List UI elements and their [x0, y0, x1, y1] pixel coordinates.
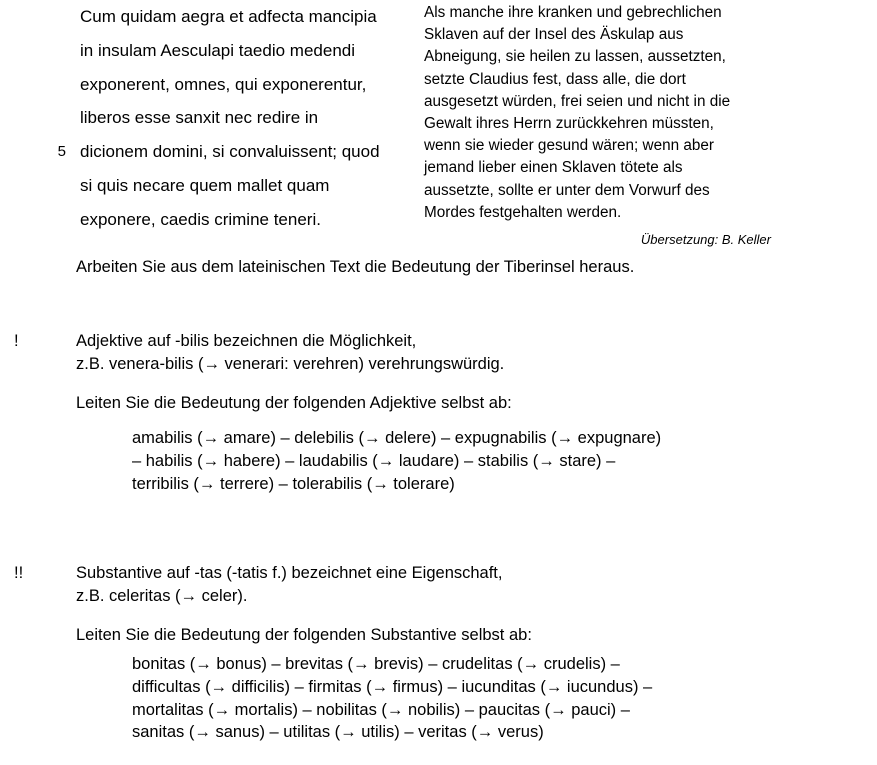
latin-line-text: exponere, caedis crimine teneri. [80, 209, 321, 229]
word-list-line: amabilis (→ amare) – delebilis (→ delere) – expugnabilis (→ expugnare) [132, 429, 662, 447]
latin-line-text: liberos esse sanxit nec redire in [80, 108, 319, 128]
word-list-line: – habilis (→ habere) – laudabilis (→ laudare) – stabilis (→ stare) – [132, 451, 616, 470]
german-line: jemand lieber einen Sklaven tötete als [424, 159, 683, 177]
german-line: Gewalt ihres Herrn zurückkehren müssten, [424, 115, 714, 133]
exercise-body [76, 330, 866, 414]
exercise-prompt: Leiten Sie die Bedeutung der folgenden Adjektive selbst ab: [76, 394, 512, 413]
rule-line: Substantive auf -tas (-tatis f.) bezeichnet eine Eigenschaft, [76, 564, 503, 582]
word-list-line: terribilis (→ terrere) – tolerabilis (→ tolerare) [132, 474, 455, 493]
german-line: ausgesetzt würden, frei seien und nicht in die [424, 92, 731, 110]
exercise-prompt: Leiten Sie die Bedeutung der folgenden Substantive selbst ab: [76, 626, 532, 645]
latin-line [44, 34, 404, 68]
german-translation-column [424, 2, 774, 248]
line-number: 5 [57, 143, 66, 161]
latin-line [44, 101, 404, 135]
german-line: Als manche ihre kranken und gebrechlichen [424, 4, 722, 21]
latin-line [44, 135, 404, 169]
word-list-line: mortalitas (→ mortalis) – nobilitas (→ nobilis) – paucitas (→ pauci) – [132, 700, 630, 719]
latin-line [44, 68, 404, 102]
german-line: Sklaven auf der Insel des Äskulap aus [424, 26, 684, 44]
word-list-line: bonitas (→ bonus) – brevitas (→ brevis) – crudelitas (→ crudelis) – [132, 655, 620, 673]
latin-line-text: si quis necare quem mallet quam [80, 175, 330, 195]
latin-line-text: Cum quidam aegra et adfecta mancipia [80, 7, 377, 26]
latin-line [44, 169, 404, 203]
german-line: Abneigung, sie heilen zu lassen, aussetzten, [424, 48, 726, 66]
german-line: aussetzte, sollte er unter dem Vorwurf des [424, 181, 710, 199]
german-line: Mordes festgehalten werden. [424, 203, 622, 221]
german-line: setzte Claudius fest, dass alle, die dort [424, 70, 686, 88]
latin-line-text: exponerent, omnes, qui exponerentur, [80, 74, 367, 94]
word-list-line: sanitas (→ sanus) – utilitas (→ utilis) – veritas (→ verus) [132, 723, 544, 742]
latin-line [44, 203, 404, 237]
exercise-marker: !! [14, 564, 24, 582]
rule-line: z.B. venera-bilis (→ venerari: verehren) verehrungswürdig. [76, 354, 505, 373]
translation-attribution: Übersetzung: B. Keller [640, 232, 771, 248]
german-line: wenn sie wieder gesund wären; wenn aber [424, 137, 714, 155]
latin-line-text: dicionem domini, si convaluissent; quod [80, 142, 380, 162]
word-list-adjectives [132, 427, 872, 495]
exercise-marker: ! [14, 332, 19, 350]
rule-line: z.B. celeritas (→ celer). [76, 586, 248, 605]
task-instruction: Arbeiten Sie aus dem lateinischen Text die Bedeutung der Tiberinsel heraus. [76, 258, 635, 276]
word-list-line: difficultas (→ difficilis) – firmitas (→ firmus) – iucunditas (→ iucundus) – [132, 677, 653, 696]
word-list-nouns [132, 653, 872, 744]
latin-line [44, 0, 404, 34]
exercise-body [76, 562, 866, 646]
rule-line: Adjektive auf -bilis bezeichnen die Möglichkeit, [76, 332, 417, 350]
latin-line-text: in insulam Aesculapi taedio medendi [80, 40, 356, 60]
latin-source-column [44, 0, 404, 237]
